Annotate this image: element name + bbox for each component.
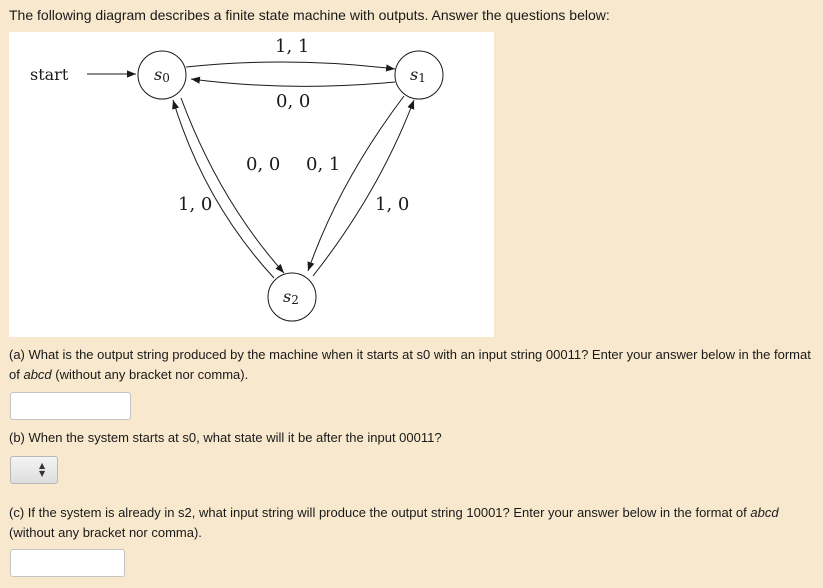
- question-c-suffix: (without any bracket nor comma).: [9, 525, 202, 540]
- answer-c-input[interactable]: [10, 549, 125, 577]
- answer-b-select[interactable]: [10, 456, 58, 484]
- intro-text: The following diagram describes a finite state machine with outputs. Answer the questions below:: [9, 7, 610, 23]
- edge-label-s1-s0: 0, 0: [276, 91, 311, 112]
- state-s1: [395, 51, 443, 99]
- question-a: [9, 345, 814, 385]
- question-a-format: abcd: [23, 367, 52, 382]
- edge-s1-s0: [191, 79, 395, 86]
- select-updown-icon: ▲ ▼: [39, 461, 46, 478]
- fsm-svg: [9, 32, 494, 337]
- state-s1-label: s1: [410, 65, 426, 85]
- edge-label-s1-s2: 0, 1: [306, 154, 341, 175]
- question-c-text: (c) If the system is already in s2, what input string will produce the output string 10001? Enter your answer below in the format of: [9, 505, 751, 520]
- question-b: (b) When the system starts at s0, what state will it be after the input 00011?: [9, 430, 442, 445]
- edge-s0-s1: [186, 62, 395, 69]
- question-c: [9, 503, 814, 543]
- edge-label-s2-s0: 1, 0: [178, 194, 213, 215]
- edge-s0-s2: [181, 98, 284, 273]
- state-s0-label: s0: [154, 65, 170, 85]
- question-a-text: (a) What is the output string produced by the machine when it starts at s0 with an input string 00011? Enter your answer below in the format of: [9, 347, 811, 382]
- edge-s1-s2: [308, 96, 404, 271]
- edge-s2-s1: [313, 100, 414, 276]
- state-s2-label: s2: [283, 287, 299, 307]
- state-s0: [138, 51, 186, 99]
- edge-label-s0-s2: 0, 0: [246, 154, 281, 175]
- state-s2: [268, 273, 316, 321]
- edge-label-s0-s1: 1, 1: [275, 36, 310, 57]
- fsm-diagram: [9, 32, 494, 337]
- question-a-suffix: (without any bracket nor comma).: [51, 367, 249, 382]
- answer-a-input[interactable]: [10, 392, 131, 420]
- edge-label-s2-s1: 1, 0: [375, 194, 410, 215]
- question-c-format: abcd: [750, 505, 779, 520]
- start-label: start: [30, 65, 69, 84]
